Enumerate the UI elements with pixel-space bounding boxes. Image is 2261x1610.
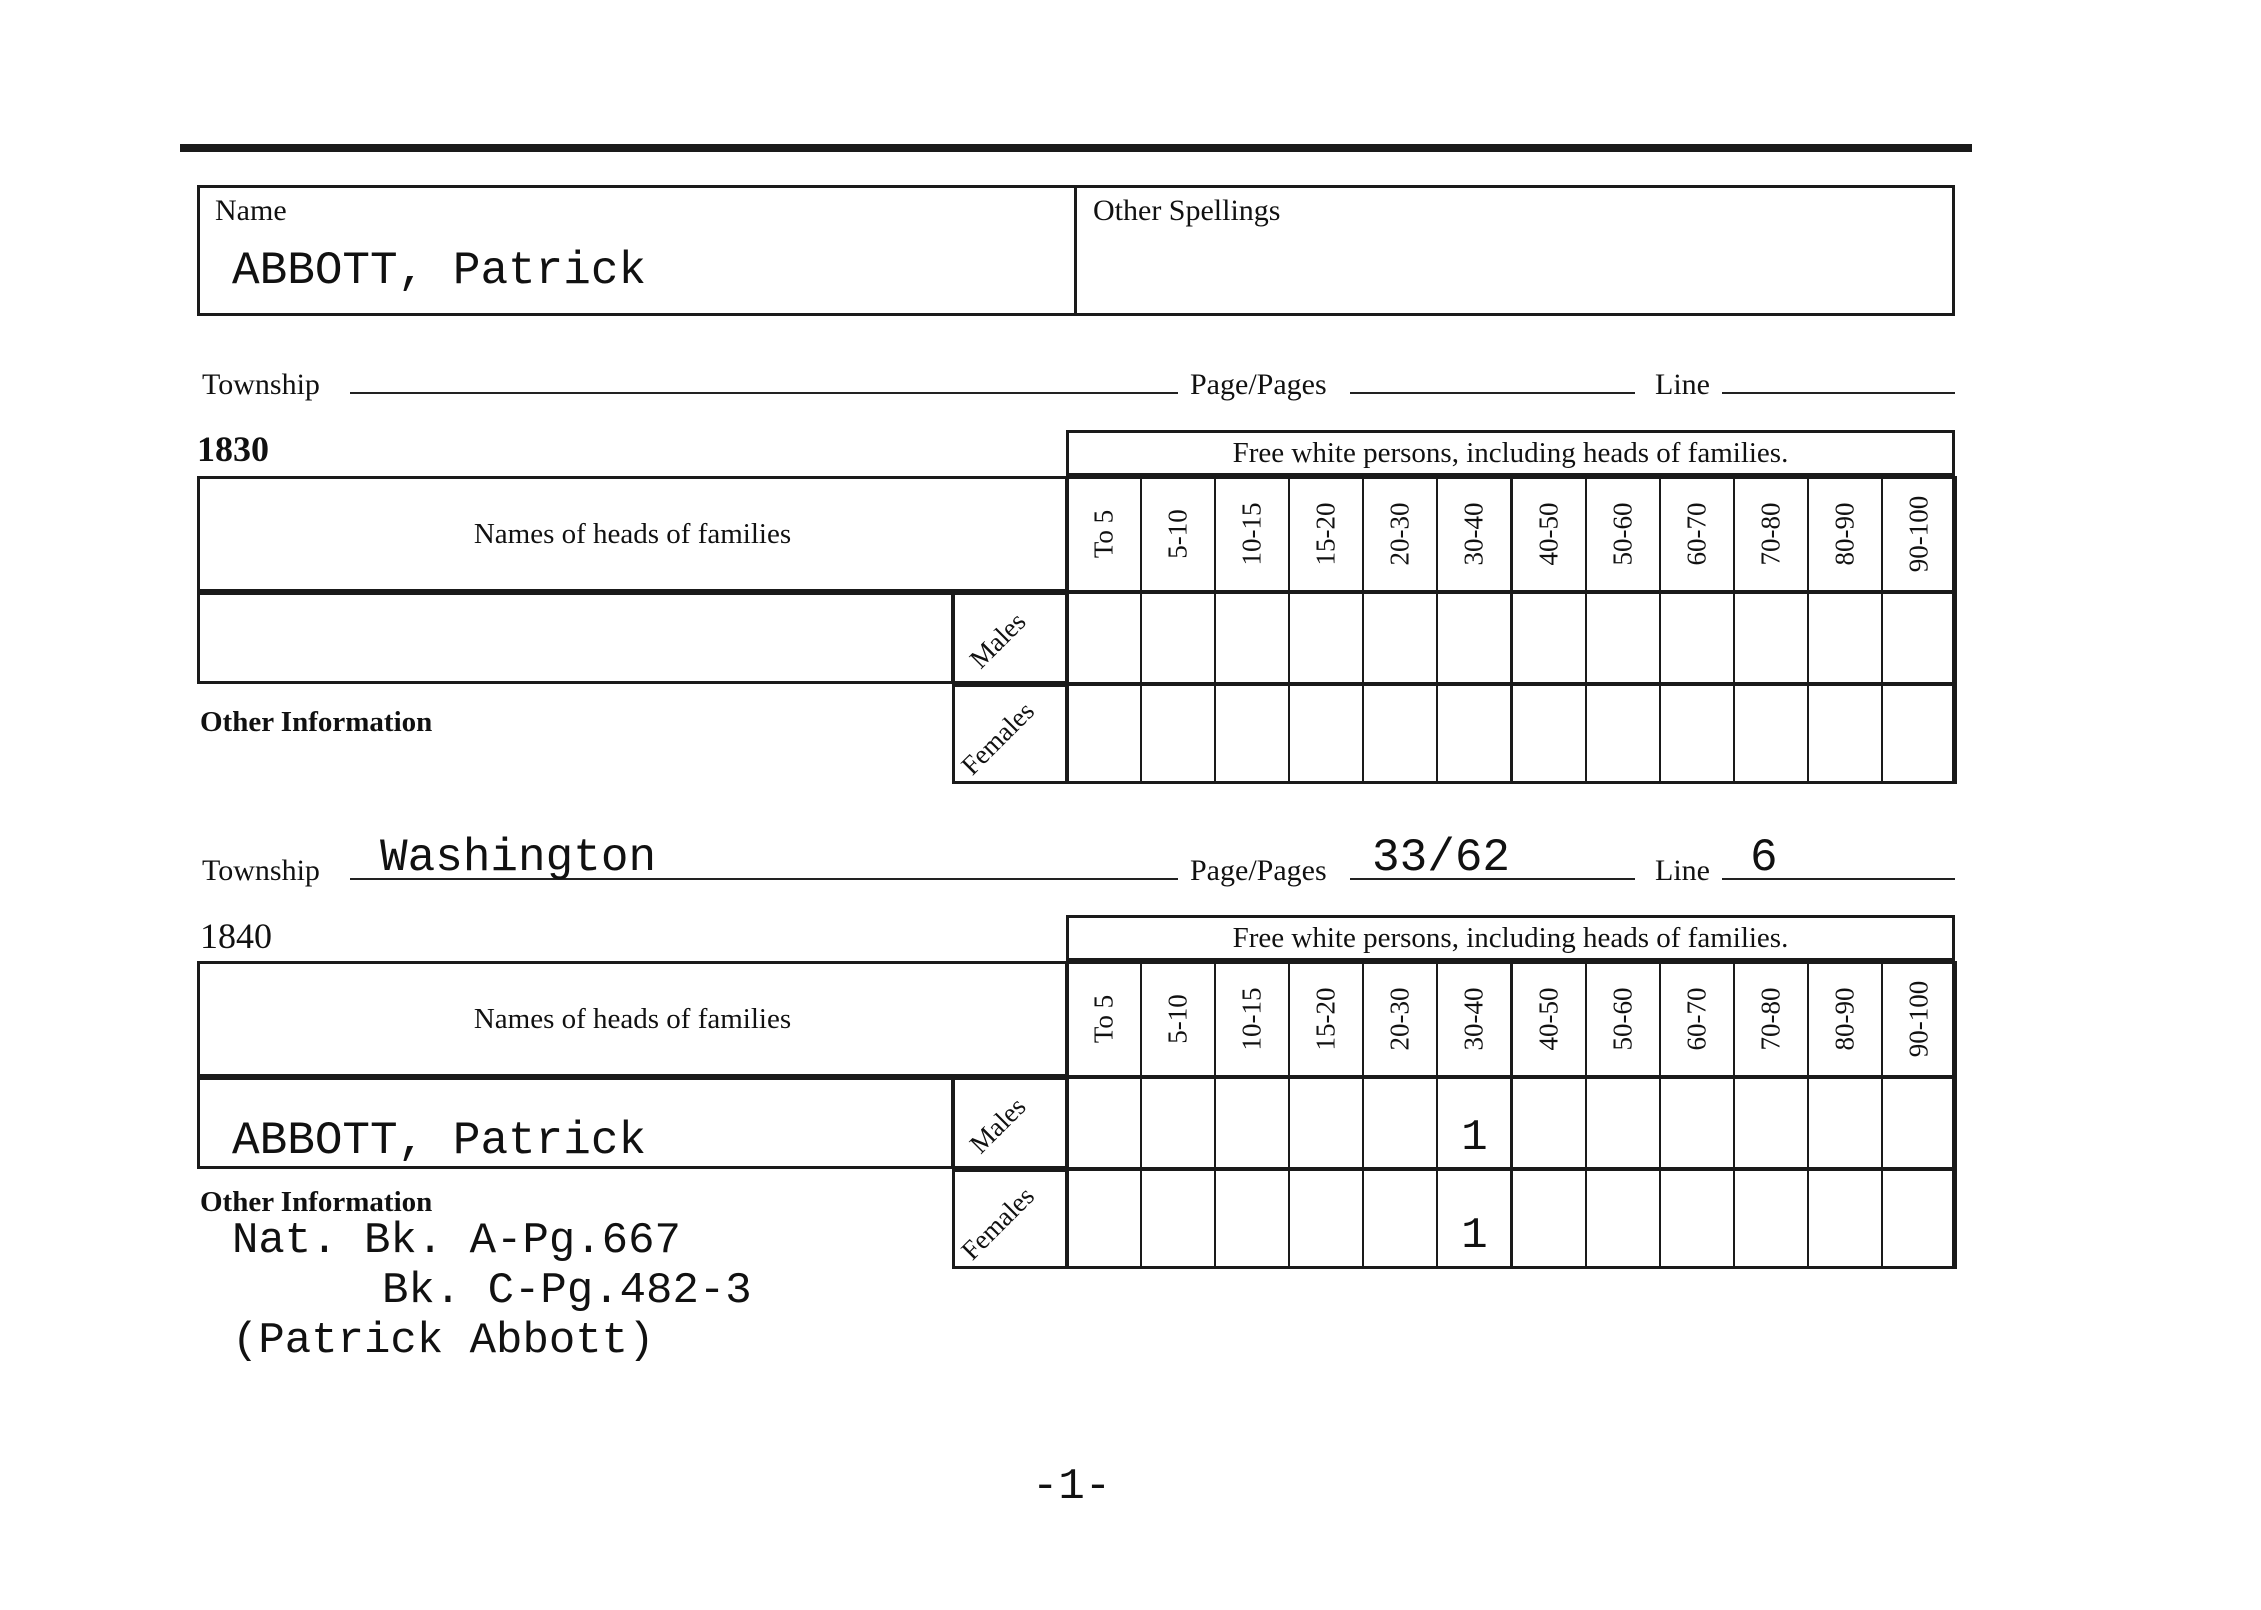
age-header-90-100 [1881,961,1957,1077]
females-label-cell [952,1169,1068,1269]
age-label: To 5 [1088,994,1119,1044]
females-cell-50-60 [1585,1169,1661,1269]
township-label-1830: Township [202,368,320,401]
males-cell-20-30 [1362,1077,1438,1169]
age-label: 5-10 [1162,509,1193,559]
age-header-30-40 [1436,476,1512,592]
females-cell-20-30 [1362,684,1438,784]
males-count-30-40: 1 [1461,1113,1488,1163]
year-1840: 1840 [200,916,272,956]
age-label: 50-60 [1607,987,1638,1051]
males-cell-30-40 [1436,1077,1512,1169]
other-info-line-3: (Patrick Abbott) [232,1316,655,1366]
age-header-40-50 [1511,476,1587,592]
females-count-30-40: 1 [1461,1211,1488,1261]
females-cell-40-50 [1511,684,1587,784]
females-cell-15-20 [1288,684,1364,784]
name-label: Name [215,194,287,227]
age-header-20-30 [1362,961,1438,1077]
males-cell-10-15 [1214,1077,1290,1169]
line-label-1830: Line [1655,368,1710,401]
age-label: 80-90 [1829,987,1860,1051]
males-label: Males [963,606,1032,675]
males-cell-15-20 [1288,1077,1364,1169]
age-label: 50-60 [1607,502,1638,566]
males-cell-50-60 [1585,592,1661,684]
females-cell-10-15 [1214,1169,1290,1269]
line-value-1840: 6 [1750,832,1778,884]
page-pages-label-1840: Page/Pages [1190,854,1327,887]
page-pages-value-1840: 33/62 [1372,832,1511,884]
females-cell-70-80 [1733,1169,1809,1269]
males-cell-30-40 [1436,592,1512,684]
head-name-value: ABBOTT, Patrick [232,1115,647,1167]
males-label: Males [963,1091,1032,1160]
age-label: 60-70 [1681,502,1712,566]
age-label: 90-100 [1903,980,1934,1058]
females-cell-5-10 [1140,1169,1216,1269]
page-number: -1- [1032,1462,1112,1512]
females-cell-80-90 [1807,684,1883,784]
males-cell-70-80 [1733,1077,1809,1169]
head-name-box [197,592,954,684]
age-header-80-90 [1807,961,1883,1077]
age-header-70-80 [1733,961,1809,1077]
females-label: Females [955,1180,1041,1266]
age-header-70-80 [1733,476,1809,592]
age-label: 60-70 [1681,987,1712,1051]
males-cell-20-30 [1362,592,1438,684]
females-cell-90-100 [1881,684,1957,784]
age-header-50-60 [1585,476,1661,592]
females-cell-70-80 [1733,684,1809,784]
age-header-5-10 [1140,476,1216,592]
males-cell-To 5 [1066,592,1142,684]
females-cell-60-70 [1659,1169,1735,1269]
males-cell-5-10 [1140,1077,1216,1169]
top-rule [180,144,1972,152]
page-pages-line-1830 [1350,392,1635,394]
age-label: 70-80 [1755,502,1786,566]
other-info-line-1: Nat. Bk. A-Pg.667 [232,1216,681,1266]
age-header-30-40 [1436,961,1512,1077]
age-label: 70-80 [1755,987,1786,1051]
name-box-divider [1074,185,1077,316]
age-header-15-20 [1288,476,1364,592]
page-pages-label-1830: Page/Pages [1190,368,1327,401]
year-1830: 1830 [197,429,269,469]
males-cell-80-90 [1807,592,1883,684]
other-info-label-1840: Other Information [200,1186,433,1218]
females-cell-40-50 [1511,1169,1587,1269]
age-header-10-15 [1214,961,1290,1077]
females-cell-To 5 [1066,1169,1142,1269]
age-label: 5-10 [1162,994,1193,1044]
line-line-1830 [1722,392,1955,394]
males-label-cell [952,1077,1068,1169]
township-line-1830 [350,392,1178,394]
females-cell-90-100 [1881,1169,1957,1269]
males-cell-80-90 [1807,1077,1883,1169]
age-header-15-20 [1288,961,1364,1077]
line-label-1840: Line [1655,854,1710,887]
males-cell-60-70 [1659,592,1735,684]
males-cell-To 5 [1066,1077,1142,1169]
free-white-header: Free white persons, including heads of families. [1066,915,1955,961]
age-label: 90-100 [1903,495,1934,573]
other-spellings-label: Other Spellings [1093,194,1281,227]
name-value: ABBOTT, Patrick [232,245,647,297]
age-header-50-60 [1585,961,1661,1077]
females-cell-20-30 [1362,1169,1438,1269]
age-label: 20-30 [1384,987,1415,1051]
free-white-header: Free white persons, including heads of families. [1066,430,1955,476]
township-label-1840: Township [202,854,320,887]
age-header-40-50 [1511,961,1587,1077]
age-header-To 5 [1066,961,1142,1077]
females-cell-30-40 [1436,684,1512,784]
age-label: 40-50 [1533,987,1564,1051]
age-label: 80-90 [1829,502,1860,566]
age-header-60-70 [1659,476,1735,592]
age-label: 15-20 [1310,502,1341,566]
males-cell-90-100 [1881,1077,1957,1169]
females-cell-To 5 [1066,684,1142,784]
age-label: 10-15 [1236,987,1267,1051]
township-value-1840: Washington [380,832,657,884]
age-header-5-10 [1140,961,1216,1077]
names-heads-header: Names of heads of families [197,961,1068,1077]
males-cell-15-20 [1288,592,1364,684]
females-label-cell [952,684,1068,784]
age-header-To 5 [1066,476,1142,592]
age-label: To 5 [1088,509,1119,559]
females-label: Females [955,695,1041,781]
age-label: 30-40 [1458,987,1489,1051]
age-label: 15-20 [1310,987,1341,1051]
age-header-90-100 [1881,476,1957,592]
males-cell-40-50 [1511,1077,1587,1169]
males-cell-90-100 [1881,592,1957,684]
males-cell-40-50 [1511,592,1587,684]
females-cell-80-90 [1807,1169,1883,1269]
age-label: 40-50 [1533,502,1564,566]
females-cell-15-20 [1288,1169,1364,1269]
females-cell-30-40 [1436,1169,1512,1269]
females-cell-60-70 [1659,684,1735,784]
names-heads-header: Names of heads of families [197,476,1068,592]
males-cell-70-80 [1733,592,1809,684]
females-cell-10-15 [1214,684,1290,784]
age-header-20-30 [1362,476,1438,592]
age-label: 10-15 [1236,502,1267,566]
age-header-10-15 [1214,476,1290,592]
males-cell-5-10 [1140,592,1216,684]
females-cell-5-10 [1140,684,1216,784]
males-cell-60-70 [1659,1077,1735,1169]
males-cell-10-15 [1214,592,1290,684]
other-info-label-1830: Other Information [200,706,433,738]
other-info-line-2: Bk. C-Pg.482-3 [382,1266,752,1316]
age-label: 20-30 [1384,502,1415,566]
age-label: 30-40 [1458,502,1489,566]
males-label-cell [952,592,1068,684]
males-cell-50-60 [1585,1077,1661,1169]
females-cell-50-60 [1585,684,1661,784]
age-header-80-90 [1807,476,1883,592]
age-header-60-70 [1659,961,1735,1077]
